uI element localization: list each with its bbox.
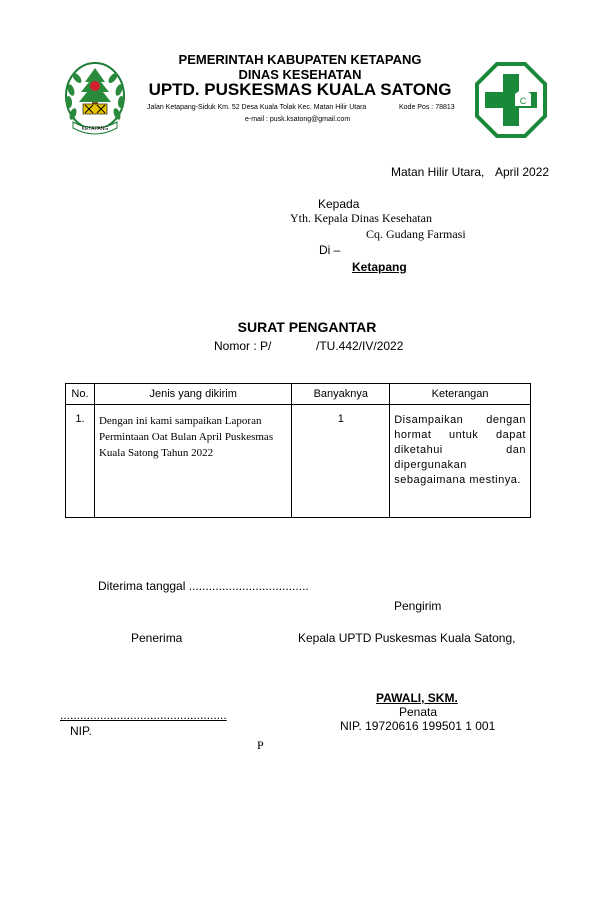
logo-letter: C (519, 96, 527, 106)
header-institution: UPTD. PUSKESMAS KUALA SATONG (148, 80, 452, 99)
head-title: Kepala UPTD Puskesmas Kuala Satong, (298, 631, 516, 645)
receiver-label: Penerima (131, 631, 183, 645)
table-header-row (66, 384, 531, 405)
receiver-signature-line: .................................................. (60, 708, 227, 722)
sender-label: Pengirim (394, 599, 442, 613)
header-department: DINAS KESEHATAN (238, 67, 362, 82)
received-date-line: Diterima tanggal .................................... (98, 579, 309, 593)
letter-place: Matan Hilir Utara, (391, 165, 485, 179)
cell-jenis: Dengan ini kami sampaikan Laporan Permintaan Oat Bulan April Puskesmas Kuala Satong Tahun 2022 (94, 405, 291, 518)
col-header-jenis: Jenis yang dikirim (94, 384, 291, 405)
header-government: PEMERINTAH KABUPATEN KETAPANG (178, 52, 422, 67)
header-postal-code: Kode Pos : 78813 (399, 104, 455, 111)
recipient-kepada: Kepada (318, 197, 360, 211)
cell-keterangan: Disampaikan dengan hormat untuk dapat diketahui dan dipergunakan sebagaimana mestinya. (390, 405, 531, 518)
recipient-cq: Cq. Gudang Farmasi (366, 227, 466, 241)
letter-number-suffix: /TU.442/IV/2022 (316, 339, 404, 353)
col-header-banyaknya: Banyaknya (292, 384, 390, 405)
col-header-keterangan: Keterangan (390, 384, 531, 405)
letter-number-prefix: Nomor : P/ (214, 339, 272, 353)
col-header-no: No. (66, 384, 95, 405)
signer-nip: NIP. 19720616 199501 1 001 (340, 719, 496, 733)
letter-title: SURAT PENGANTAR (237, 319, 377, 335)
shipment-table (65, 383, 531, 518)
recipient-city: Ketapang (352, 260, 407, 274)
letter-date: April 2022 (495, 165, 550, 179)
cell-banyaknya: 1 (292, 405, 390, 518)
recipient-title: Yth. Kepala Dinas Kesehatan (290, 211, 432, 225)
table-row (66, 405, 531, 518)
header-address: Jalan Ketapang-Siduk Km. 52 Desa Kuala Tolak Kec. Matan Hilir Utara (147, 104, 367, 111)
cell-no: 1. (66, 405, 95, 518)
recipient-di: Di – (319, 243, 341, 257)
emblem-ribbon-text: KETAPANG (81, 126, 109, 132)
header-email: e-mail : pusk.ksatong@gmail.com (245, 116, 351, 123)
signer-rank: Penata (399, 705, 438, 719)
receiver-nip: NIP. (70, 724, 92, 738)
signer-name: PAWALI, SKM. (376, 691, 458, 705)
page-mark: P (257, 738, 264, 752)
